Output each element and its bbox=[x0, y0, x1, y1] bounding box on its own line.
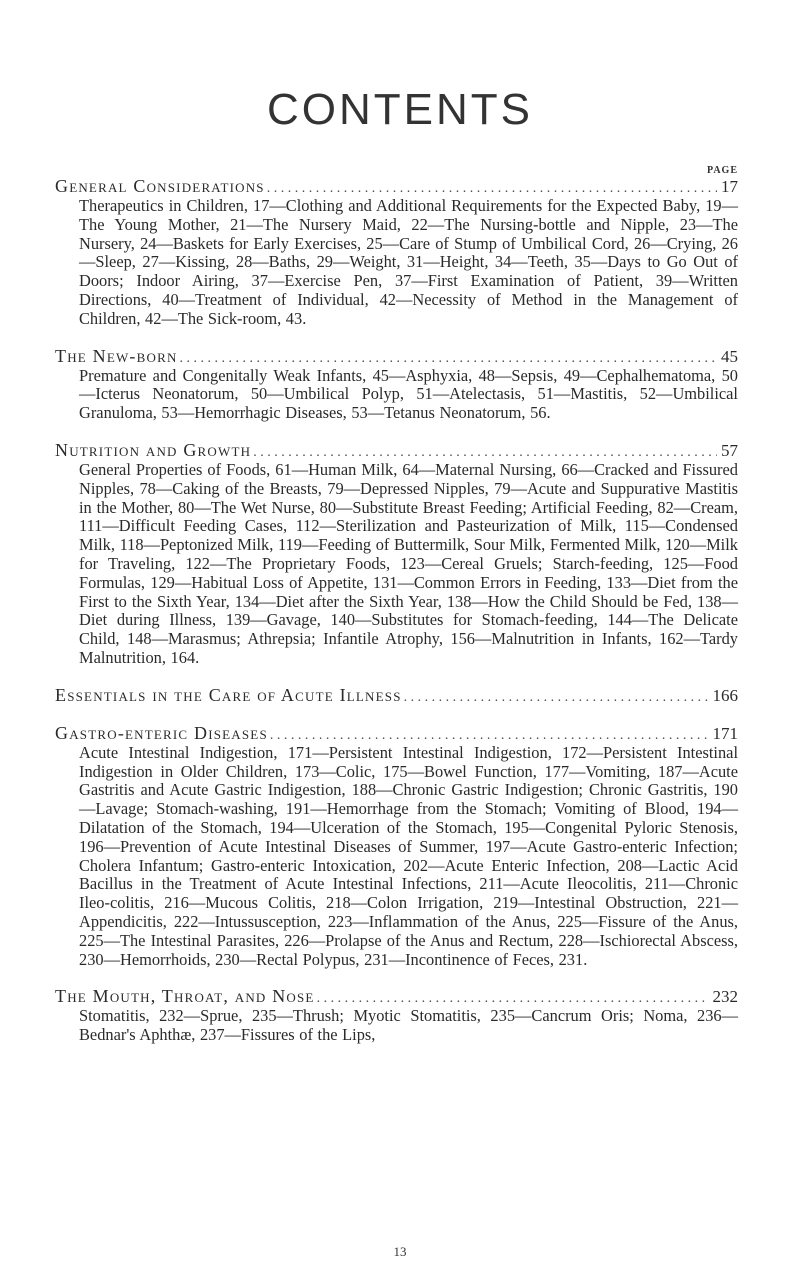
folio-page-number: 13 bbox=[393, 1244, 407, 1259]
toc-entries: General Properties of Foods, 61—Human Milk, 64—Maternal Nursing, 66—Cracked and Fissured Nipples, 78—Caking of the Breasts, 79—Depressed Nipples, 79—Acute and Suppurative Mastitis in the Mother, 80—The Wet Nurse, 80—Substitute Breast Feeding; Artificial Feeding, 82—Cream, 111—Difficult Feeding Cases, 112—Sterilization and Pasteurization of Milk, 115—Condensed Milk, 118—Peptonized Milk, 119—Feeding of Buttermilk, Sour Milk, Fermented Milk, 120—Milk for Traveling, 122—The Proprietary Foods, 123—Cereal Gruels; Starch-feeding, 125—Food Formulas, 129—Habitual Loss of Appetite, 131—Common Errors in Feeding, 133—Diet from the First to the Sixth Year, 134—Diet after the Sixth Year, 138—How the Child Should be Fed, 138—Diet during Illness, 139—Gavage, 140—Substitutes for Stomach-feeding, 144—The Delicate Child, 148—Marasmus; Athrepsia; Infantile Atrophy, 156—Malnutrition in Infants, 162—Tardy Malnutrition, 164. bbox=[79, 459, 738, 667]
toc-section-new-born bbox=[55, 346, 738, 423]
toc-heading-title[interactable]: Essentials in the Care of Acute Illness bbox=[55, 684, 402, 705]
toc-page-number: 171 bbox=[712, 723, 738, 743]
toc-entries: Acute Intestinal Indigestion, 171—Persistent Intestinal Indigestion, 172—Persistent Intestinal Indigestion in Older Children, 173—Colic, 175—Bowel Function, 177—Vomiting, 187—Acute Gastritis and Acute Gastric Indigestion, 188—Chronic Gastric Indigestion; Chronic Gastritis, 190—Lavage; Stomach-washing, 191—Hemorrhage from the Stomach; Vomiting of Blood, 194—Dilatation of the Stomach, 194—Ulceration of the Stomach, 195—Congenital Pyloric Stenosis, 196—Prevention of Acute Intestinal Diseases of Summer, 197—Acute Gastro-enteric Infection; Cholera Infantum; Gastro-enteric Intoxication, 202—Acute Enteric Infection, 208—Lactic Acid Bacillus in the Treatment of Acute Intestinal Infections, 211—Acute Ileocolitis, 211—Chronic Ileo-colitis, 216—Mucous Colitis, 218—Colon Irrigation, 219—Intestinal Obstruction, 221—Appendicitis, 222—Intussusception, 223—Inflammation of the Anus, 225—Fissure of the Anus, 225—The Intestinal Parasites, 226—Prolapse of the Anus and Rectum, 228—Ischiorectal Abscess, 230—Hemorrhoids, 230—Rectal Polypus, 231—Incontinence of Feces, 231. bbox=[79, 742, 738, 969]
toc-heading-title[interactable]: Nutrition and Growth bbox=[55, 439, 252, 460]
toc-section-essentials-acute-illness bbox=[55, 685, 738, 706]
toc-page-number: 45 bbox=[721, 346, 738, 366]
toc-section-gastro-enteric-diseases bbox=[55, 723, 738, 970]
toc-heading-row[interactable] bbox=[55, 440, 738, 461]
toc-heading-row[interactable] bbox=[55, 346, 738, 367]
toc-heading-row[interactable] bbox=[55, 176, 738, 197]
toc-heading-title[interactable]: General Considerations bbox=[55, 176, 265, 196]
page-title: CONTENTS bbox=[267, 85, 533, 134]
dot-leader bbox=[404, 687, 709, 708]
toc-page-number: 166 bbox=[712, 685, 738, 705]
toc-heading-row[interactable] bbox=[55, 723, 738, 744]
toc-entries: Stomatitis, 232—Sprue, 235—Thrush; Myotic Stomatitis, 235—Cancrum Oris; Noma, 236—Bednar's Aphthæ, 237—Fissures of the Lips, bbox=[79, 1006, 738, 1045]
toc-heading-title[interactable]: The Mouth, Throat, and Nose bbox=[55, 986, 315, 1007]
toc-entries: Therapeutics in Children, 17—Clothing and Additional Requirements for the Expected Baby, 19—The Young Mother, 21—The Nursery Maid, 22—The Nursing-bottle and Nipple, 23—The Nursery, 24—Baskets for Early Exercises, 25—Care of Stump of Umbilical Cord, 26—Crying, 26—Sleep, 27—Kissing, 28—Baths, 29—Weight, 31—Height, 34—Teeth, 35—Days to Go Out of Doors; Indoor Airing, 37—Exercise Pen, 37—First Examination of Patient, 39—Written Directions, 40—Treatment of Individual, 42—Necessity of Method in the Management of Children, 42—The Sick-room, 43. bbox=[79, 196, 738, 328]
toc-section-mouth-throat-nose bbox=[55, 986, 738, 1045]
table-of-contents bbox=[55, 176, 738, 1062]
toc-heading-row[interactable] bbox=[55, 986, 738, 1007]
toc-page-number: 17 bbox=[721, 177, 738, 196]
toc-section-nutrition-and-growth bbox=[55, 440, 738, 668]
toc-page-number: 232 bbox=[712, 987, 738, 1007]
page-column-label: PAGE bbox=[706, 165, 738, 176]
toc-section-general-considerations bbox=[55, 176, 738, 329]
toc-heading-title[interactable]: Gastro-enteric Diseases bbox=[55, 722, 268, 743]
toc-page-number: 57 bbox=[721, 440, 738, 460]
toc-heading-row[interactable] bbox=[55, 685, 738, 706]
toc-heading-title[interactable]: The New-born bbox=[55, 345, 178, 366]
toc-entries: Premature and Congenitally Weak Infants, 45—Asphyxia, 48—Sepsis, 49—Cephalhematoma, 50—Icterus Neonatorum, 50—Umbilical Polyp, 51—Atelectasis, 51—Mastitis, 52—Umbilical Granuloma, 53—Hemorrhagic Diseases, 53—Tetanus Neonatorum, 56. bbox=[79, 365, 738, 423]
